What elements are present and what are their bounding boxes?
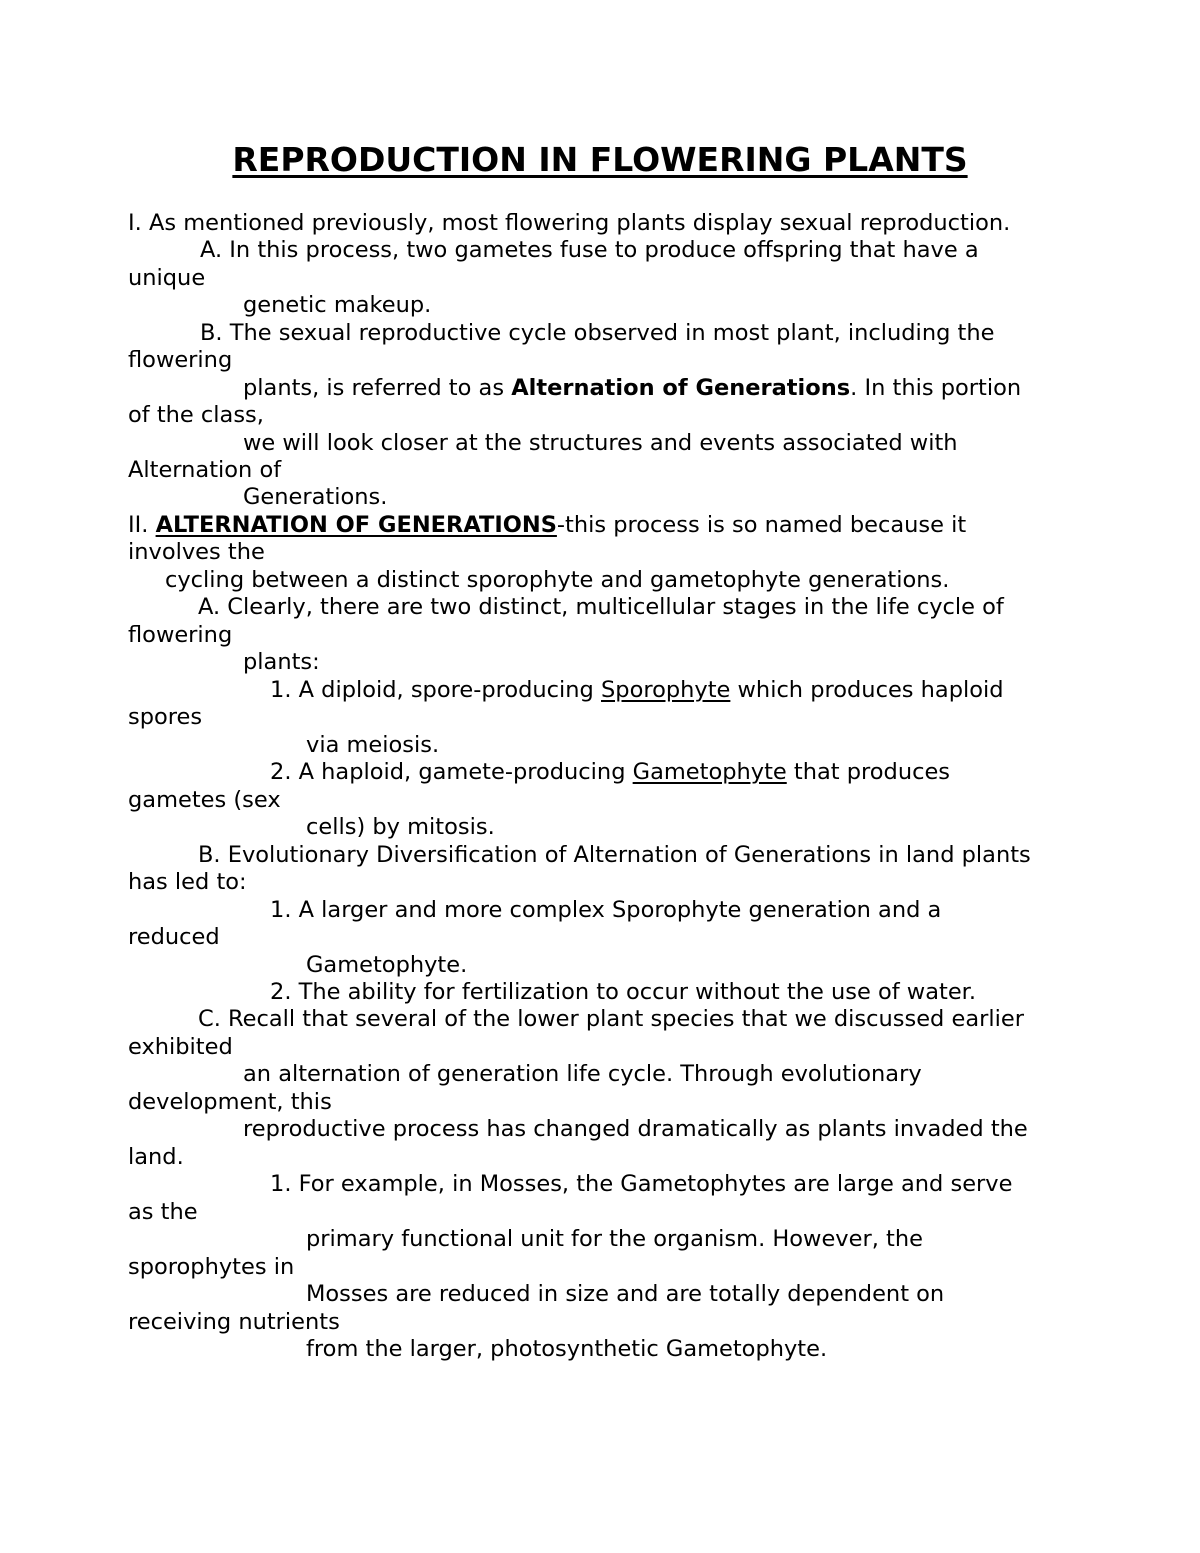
text-line: [270, 758, 950, 786]
text-line: unique: [128, 265, 206, 291]
text-line: cells) by mitosis.: [306, 814, 495, 840]
text-line: B. The sexual reproductive cycle observed in most plant, including the: [200, 320, 995, 346]
text-line: receiving nutrients: [128, 1309, 340, 1335]
text-segment: 1. A diploid, spore-producing: [270, 677, 601, 703]
text-segment: 2. A haploid, gamete-producing: [270, 759, 633, 785]
text-line: Alternation of: [128, 457, 282, 483]
text-line: has led to:: [128, 869, 247, 895]
text-segment: that produces: [786, 759, 951, 785]
text-segment: . In this portion: [850, 375, 1022, 401]
text-line: an alternation of generation life cycle. Through evolutionary: [243, 1061, 922, 1087]
text-line: reduced: [128, 924, 220, 950]
text-line: involves the: [128, 539, 265, 565]
section-heading: ALTERNATION OF GENERATIONS: [155, 512, 557, 538]
text-line: [243, 374, 1021, 402]
underlined-term: Sporophyte: [601, 677, 731, 703]
text-line: A. In this process, two gametes fuse to produce offspring that have a: [200, 237, 979, 263]
text-line: [270, 676, 1004, 704]
text-line: of the class,: [128, 402, 264, 428]
text-line: C. Recall that several of the lower plant species that we discussed earlier: [198, 1006, 1024, 1032]
underlined-term: Gametophyte: [632, 759, 787, 785]
document-title: REPRODUCTION IN FLOWERING PLANTS: [232, 140, 968, 179]
text-line: from the larger, photosynthetic Gametophyte.: [306, 1336, 828, 1362]
text-line: 1. For example, in Mosses, the Gametophytes are large and serve: [270, 1171, 1013, 1197]
text-line: as the: [128, 1199, 198, 1225]
text-line: flowering: [128, 622, 233, 648]
text-line: Mosses are reduced in size and are totally dependent on: [306, 1281, 945, 1307]
text-line: flowering: [128, 347, 233, 373]
text-line: exhibited: [128, 1034, 233, 1060]
text-segment: -this process is so named because it: [556, 512, 967, 538]
text-segment: which produces haploid: [730, 677, 1004, 703]
text-line: spores: [128, 704, 203, 730]
text-line: 2. The ability for fertilization to occur without the use of water.: [270, 979, 976, 1005]
text-line: Gametophyte.: [306, 952, 468, 978]
text-line: gametes (sex: [128, 787, 281, 813]
text-line: plants:: [243, 649, 320, 675]
text-line: via meiosis.: [306, 732, 440, 758]
text-line: 1. A larger and more complex Sporophyte generation and a: [270, 897, 942, 923]
text-line: genetic makeup.: [243, 292, 432, 318]
text-line: A. Clearly, there are two distinct, multicellular stages in the life cycle of: [198, 594, 1004, 620]
text-line: we will look closer at the structures and events associated with: [243, 430, 958, 456]
text-line: development, this: [128, 1089, 332, 1115]
text-line: B. Evolutionary Diversification of Alternation of Generations in land plants: [198, 842, 1031, 868]
text-line: I. As mentioned previously, most flowering plants display sexual reproduction.: [128, 210, 1011, 236]
text-line: reproductive process has changed dramatically as plants invaded the: [243, 1116, 1028, 1142]
text-line: primary functional unit for the organism. However, the: [306, 1226, 923, 1252]
text-segment: II.: [128, 512, 156, 538]
text-line: sporophytes in: [128, 1254, 295, 1280]
text-line: cycling between a distinct sporophyte and gametophyte generations.: [165, 567, 950, 593]
text-line: [128, 511, 966, 539]
text-line: Generations.: [243, 484, 388, 510]
text-segment: plants, is referred to as: [243, 375, 512, 401]
text-line: land.: [128, 1144, 184, 1170]
bold-term: Alternation of Generations: [511, 375, 851, 401]
